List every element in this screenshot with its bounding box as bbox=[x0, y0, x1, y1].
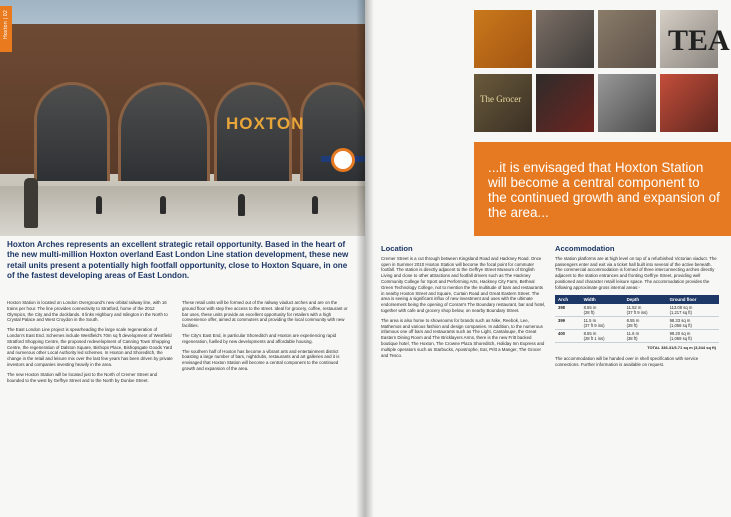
location-heading: Location bbox=[381, 244, 413, 253]
accommodation-table bbox=[555, 295, 719, 353]
page-tab-label: Hoxton | 02 bbox=[3, 10, 9, 40]
body-paragraph: The southern half of Hoxton has become a vibrant arts and entertainment district boasting a large number of bars, nightclubs, restaurants and art galleries and it is envisaged that Hoxton Station will become a central component to the continued growth and expansion of the area. bbox=[182, 348, 340, 371]
body-paragraph: The area is also home to showrooms for brands such as Nike, Reebok, Lee, Mathemos and various fashion and design companies. In addition, to the numerous infamous one off bars and restaurants such as The Light, Cantaloupe, the Great Eastern Dining Room and The Bricklayers Arms, there is the new Fritt backed boutique hotel, The Hoxton, The Crowne Plaza Shoreditch, Holiday Inn Express and multiple operators such as Starbucks, Apostrophe, Eat, Pritt a Manger, The Grocer and Tesco. bbox=[381, 317, 545, 358]
table-cell: 11.5 m (37 ft 9 ins) bbox=[581, 317, 624, 330]
body-paragraph: These retail units will be formed out of the railway viaduct arches and are on the ground floor with step free access to the street. Ideal for grocery, coffee, restaurant or bar uses, these units provide an excellent opportunity for retailers with a high convenience offer, aimed at commuters and providing the local community with new facilities. bbox=[182, 300, 348, 329]
table-total-row bbox=[555, 343, 719, 353]
tea-sign-text: TEA bbox=[668, 24, 730, 57]
table-total: TOTAL 336.31/3.71 sq m (3,344 sq ft) bbox=[647, 345, 716, 351]
pedestrian-figure bbox=[312, 196, 318, 214]
table-row bbox=[555, 330, 719, 343]
table-cell: 98.33 sq m (1,058 sq ft) bbox=[667, 317, 719, 330]
table-header: Ground floor bbox=[667, 295, 719, 305]
body-paragraph: The accommodation will be handed over in shell specification with service connections. Further information is available on request. bbox=[555, 356, 699, 368]
table-cell: 8.55 m (28 ft 1 ins) bbox=[581, 330, 624, 343]
body-paragraph: Cremer Street is a cut through between Kingsland Road and Hackney Road. Once open in Summer 2010 Hoxton Station will become the focal point for commuter footfall. The station is directly adjacent to the Geffrye Street Museum of English Living and close to other attractions and footfall drivers such as The Hackney Community College for Sport and Performing Arts, Hackney City Farm, Bethnal Green Technology College, not to mention the the multitude of bars and restaurants in nearby Hoxton Street and Square, Curtain Road and Great Eastern Street. The area is seeing a significant influx of new investment and uses with the ultimate endorsement being the opening of Conran's The Boundary restaurant, bar and hotel, together with cafe and grocery shop below, on nearby Boundary Street. bbox=[381, 255, 546, 313]
accommodation-heading: Accommodation bbox=[555, 244, 615, 253]
pull-quote: ...it is envisaged that Hoxton Station will become a central component to the continued growth and expansion of the area... bbox=[488, 160, 720, 220]
body-paragraph: The East London Line project is spearheading the large scale regeneration of London's East End. Schemes include Westfield's 70m sq ft development of Westfield Stratford Shopping Centre, the proposed redevelopment of Canning Town Shopping Centre, the regeneration of Dalston Square, Bishops Place, Bishopsgate Goods Yard and numerous other Local Authority led schemes. In Hoxton and Shoreditch, the change in the retail and leisure mix over the last few years has been driven by private investors and companies investing heavily in the area. bbox=[7, 327, 173, 367]
arch bbox=[34, 82, 110, 181]
table-row bbox=[555, 304, 719, 317]
photo-shopfront bbox=[598, 10, 656, 68]
left-column-2 bbox=[182, 300, 348, 376]
body-paragraph: The new Hoxton Station will be located just to the North of Cremer Street and bounded to the west by Geffrye Street and to the North by Dunloe Street. bbox=[7, 371, 158, 383]
photo-tea-sign bbox=[660, 10, 730, 68]
table-header: Arch bbox=[555, 295, 581, 305]
station-sign: HOXTON bbox=[226, 114, 305, 133]
quote-band bbox=[474, 142, 731, 236]
accommodation-column bbox=[555, 246, 719, 372]
body-paragraph: The City's East End, in particular Shoreditch and Hoxton are experiencing rapid regeneration, fuelled by new developments and affordable housing. bbox=[182, 332, 337, 344]
photo-bar bbox=[536, 74, 594, 132]
pedestrian-figure bbox=[96, 196, 102, 214]
page-tab bbox=[0, 6, 12, 52]
table-cell: 398 bbox=[555, 304, 581, 317]
overground-roundel-icon bbox=[331, 148, 355, 172]
photo-grocer bbox=[474, 74, 532, 132]
photo-street bbox=[598, 74, 656, 132]
table-cell: 399 bbox=[555, 317, 581, 330]
photo-street-art bbox=[536, 10, 594, 68]
body-paragraph: The station platforms are at high level on top of a refurbished Victorian viaduct. The passengers enter and exit via a ticket hall built into several of the active beneath. The commercial accommodation is formed of three interconnecting arches directly adjacent to the station entrances and fronting Geffrye Street, providing well positioned and character retail/ leisure space. The accommodation provides the following approximate gross internal areas:- bbox=[555, 255, 717, 290]
photo-orange-building bbox=[474, 10, 532, 68]
photo-grid bbox=[474, 10, 730, 140]
table-cell: 11.6 m (38 ft) bbox=[624, 330, 667, 343]
table-cell: 8.55 m (28 ft) bbox=[581, 304, 624, 317]
location-column bbox=[381, 246, 547, 362]
pedestrian-figure bbox=[238, 194, 245, 216]
table-cell: 11.52 m (37 ft 9 ins) bbox=[624, 304, 667, 317]
grocer-sign-text: The Grocer bbox=[480, 94, 522, 104]
table-row bbox=[555, 317, 719, 330]
table-header: Width bbox=[581, 295, 624, 305]
body-paragraph: Hoxton Station is located on London Overground's new orbital railway line, with 16 trains per hour. The line provides connectivity to Stratford, home of the 2012 Olympics, the City and the docklands. It links Highbury and Islington in the North to Crystal Palace and West Croydon in the South. bbox=[7, 300, 168, 323]
table-cell: 113.08 sq m (1,217 sq ft) bbox=[667, 304, 719, 317]
table-header: Depth bbox=[624, 295, 667, 305]
arch bbox=[118, 82, 210, 181]
table-cell: 400 bbox=[555, 330, 581, 343]
photo-shop-interior bbox=[660, 74, 718, 132]
pedestrian-figure bbox=[160, 196, 166, 214]
pedestrian-figure bbox=[24, 178, 38, 228]
table-cell: 8.55 m (28 ft) bbox=[624, 317, 667, 330]
lead-paragraph: Hoxton Arches represents an excellent strategic retail opportunity. Based in the heart of the new multi-million Hoxton overland East London Line station development, these new retail units present a potentially high footfall opportunity, close to Hoxton Square, in one of the fastest developing areas of East London. bbox=[7, 240, 349, 280]
left-column-1 bbox=[7, 300, 173, 387]
table-cell: 99.20 sq m (1,069 sq ft) bbox=[667, 330, 719, 343]
